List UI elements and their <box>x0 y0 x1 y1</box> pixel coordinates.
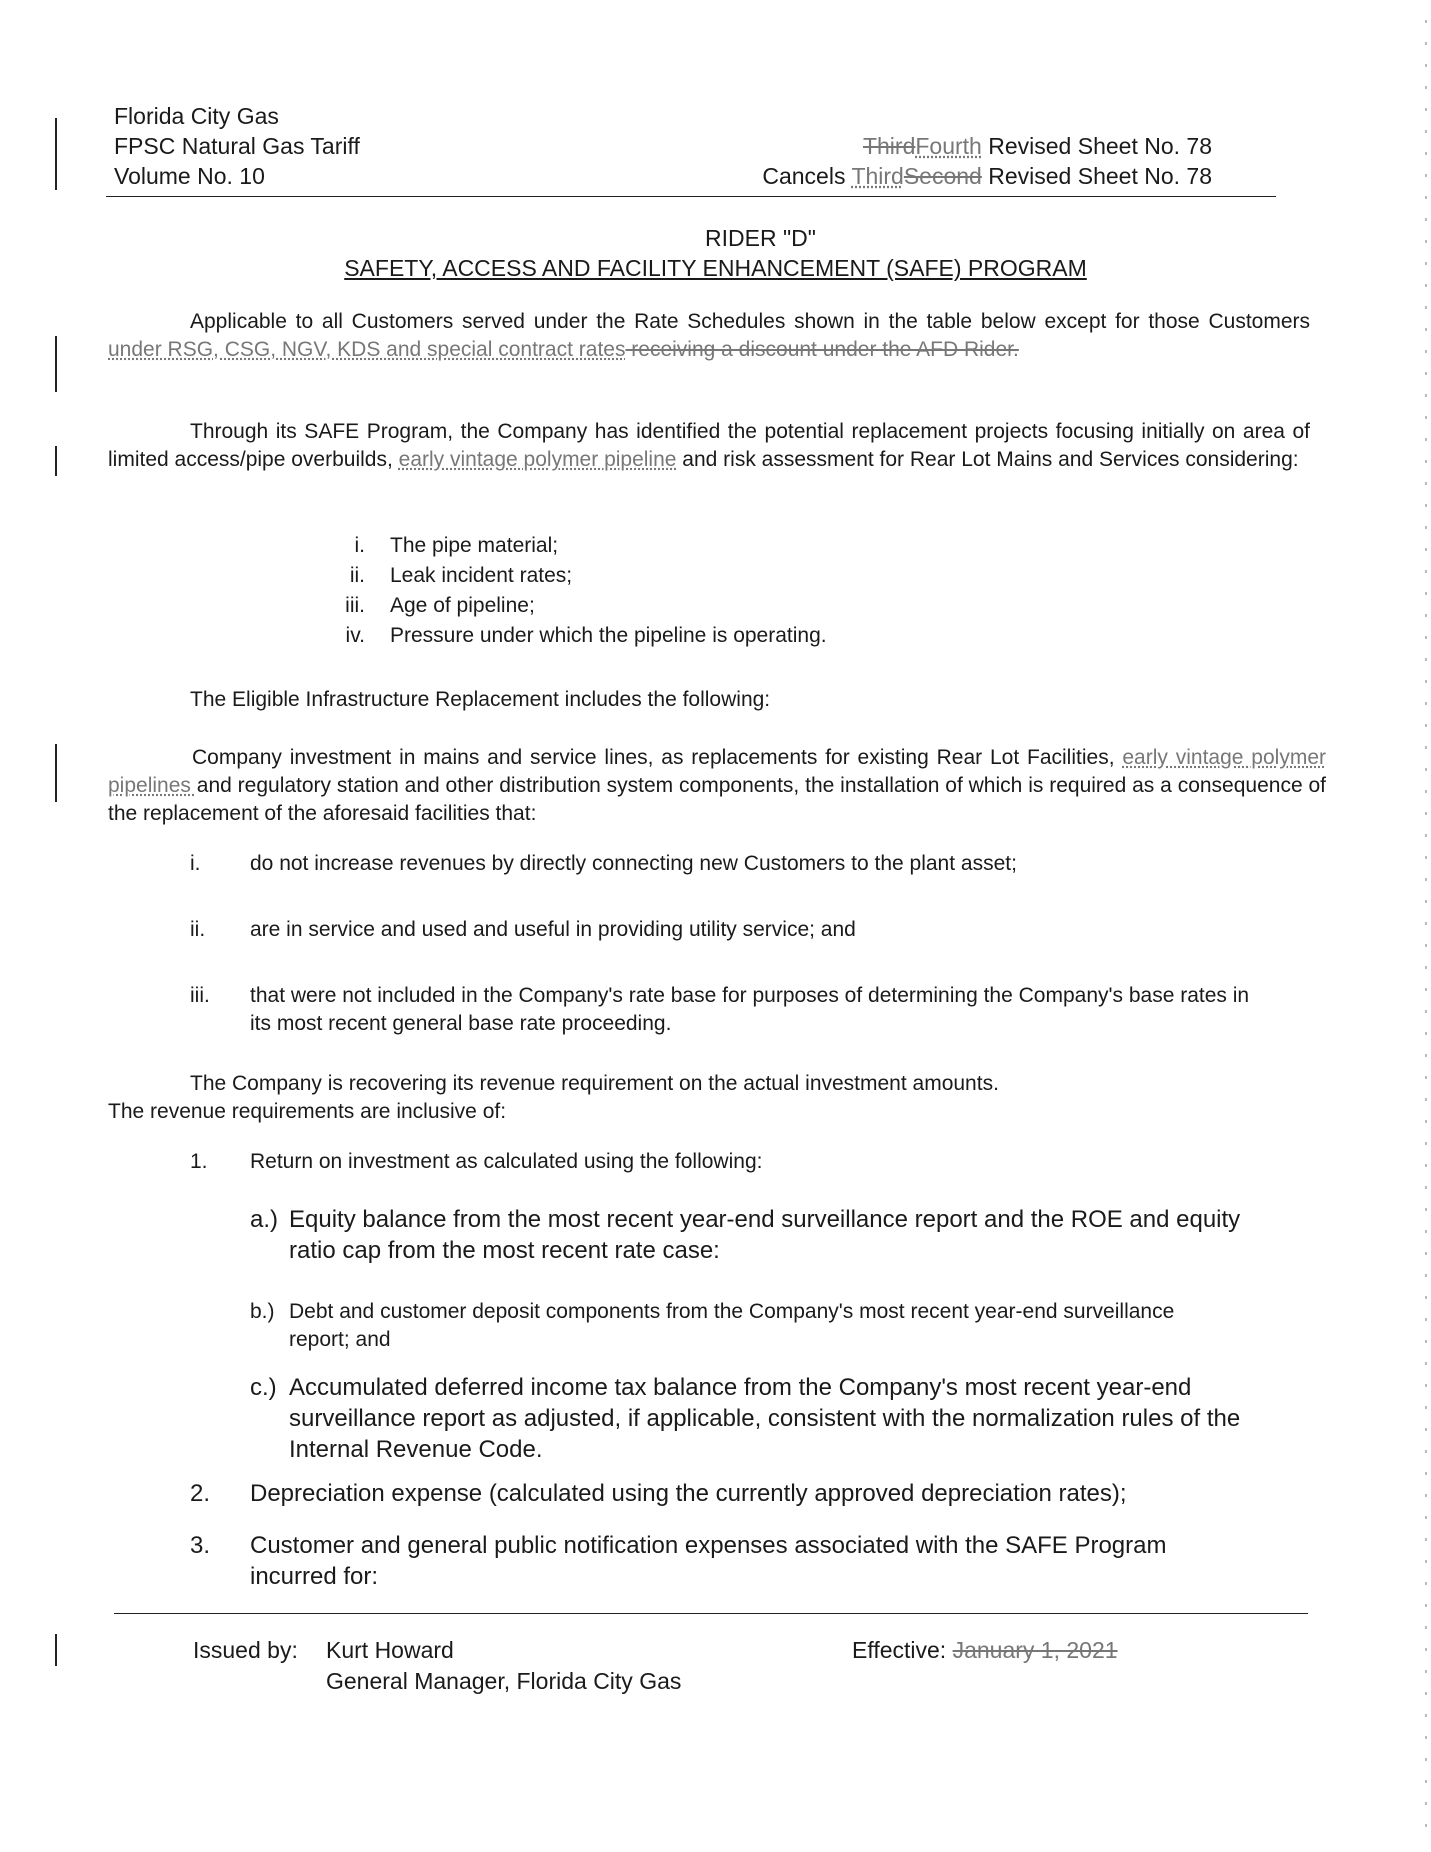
change-bar-header <box>55 118 57 190</box>
investment-paragraph <box>108 744 1326 828</box>
program-inserted: early vintage polymer pipeline <box>398 448 677 471</box>
investment-inserted: early vintage polymer pipelines <box>108 746 1326 797</box>
change-bar-paragraph-3 <box>55 744 57 802</box>
subitem-label: a.) <box>250 1206 279 1233</box>
item-text: Return on investment as calculated using the following: <box>250 1150 763 1173</box>
rider-title: RIDER "D" <box>705 225 816 251</box>
program-title: SAFETY, ACCESS AND FACILITY ENHANCEMENT (SAFE) PROGRAM <box>344 255 1087 281</box>
change-bar-paragraph-1 <box>55 336 57 392</box>
eligible-intro: The Eligible Infrastructure Replacement includes the following: <box>190 688 771 711</box>
cancels-sheet <box>762 162 1212 191</box>
investment-text: Company investment in mains and service lines, as replacements for existing Rear Lot Facilities, <box>192 746 1123 769</box>
item-number: 1. <box>190 1150 208 1173</box>
applicability-paragraph <box>108 308 1310 364</box>
factor-number: ii. <box>349 564 365 587</box>
factor-text: Leak incident rates; <box>390 564 573 587</box>
subitem-label: c.) <box>250 1374 277 1401</box>
factor-text: The pipe material; <box>390 534 559 557</box>
item-number: 2. <box>190 1480 211 1507</box>
footer-rule <box>114 1613 1308 1614</box>
cancels-deleted-text: Second <box>903 163 982 189</box>
sheet-deleted-text: Third <box>862 133 916 159</box>
applicability-deleted: receiving a discount under the AFD Rider. <box>625 338 1019 361</box>
company-name: Florida City Gas <box>114 103 279 129</box>
condition-text: are in service and used and useful in providing utility service; and <box>250 918 856 941</box>
condition-number: i. <box>190 852 201 875</box>
header-rule <box>106 196 1276 197</box>
effective-label: Effective: <box>852 1637 953 1663</box>
item-text: Depreciation expense (calculated using the currently approved depreciation rates); <box>250 1480 1127 1507</box>
issued-by-label: Issued by: <box>193 1637 298 1663</box>
change-bar-footer <box>55 1634 57 1666</box>
tariff-name: FPSC Natural Gas Tariff <box>114 133 360 159</box>
cancels-rest: Revised Sheet No. 78 <box>981 163 1212 189</box>
program-text: Through its SAFE Program, the Company has identified the potential replacement projects focusing initially on area of limited access/pipe overbuilds, <box>108 420 1310 471</box>
subitem-text: Debt and customer deposit components from the Company's most recent year-end surveillance report; and <box>289 1300 1175 1351</box>
factor-number: iii. <box>345 594 365 617</box>
applicability-inserted: under RSG, CSG, NGV, KDS and special contract rates <box>108 338 626 361</box>
cancels-prefix: Cancels <box>762 163 852 189</box>
applicability-text: Applicable to all Customers served under the Rate Schedules shown in the table below except for those Customers <box>190 310 1310 333</box>
program-text-end: and risk assessment for Rear Lot Mains and Services considering: <box>676 448 1299 471</box>
factor-text: Age of pipeline; <box>390 594 535 617</box>
scan-edge-artifact <box>1425 20 1427 1830</box>
subitem-text: Equity balance from the most recent year-end surveillance report and the ROE and equity ratio cap from the most recent rate case: <box>289 1206 1241 1264</box>
program-paragraph <box>108 418 1310 474</box>
factor-text: Pressure under which the pipeline is operating. <box>390 624 827 647</box>
subitem-text: Accumulated deferred income tax balance from the Company's most recent year-end surveillance report as adjusted, if applicable, consistent with the normalization rules of the Internal Revenue Code. <box>289 1374 1241 1463</box>
sheet-number <box>863 132 1212 161</box>
effective-deleted-date: January 1, 2021 <box>952 1637 1118 1663</box>
item-number: 3. <box>190 1532 211 1559</box>
change-bar-paragraph-2 <box>55 446 57 476</box>
factor-number: i. <box>354 534 365 557</box>
condition-text: do not increase revenues by directly connecting new Customers to the plant asset; <box>250 852 1017 875</box>
recovery-line-2: The revenue requirements are inclusive of: <box>108 1100 507 1123</box>
effective-date <box>852 1636 1118 1665</box>
condition-number: iii. <box>190 984 210 1007</box>
sheet-inserted-text: Fourth <box>915 133 982 159</box>
recovery-line-1: The Company is recovering its revenue requirement on the actual investment amounts. <box>190 1072 999 1095</box>
condition-text: that were not included in the Company's rate base for purposes of determining the Company's base rates in its most recent general base rate proceeding. <box>250 984 1250 1035</box>
issuer-name: Kurt Howard <box>326 1637 454 1663</box>
subitem-label: b.) <box>250 1300 275 1323</box>
factor-number: iv. <box>345 624 365 647</box>
volume-number: Volume No. 10 <box>114 163 265 189</box>
issuer-title: General Manager, Florida City Gas <box>326 1668 682 1694</box>
sheet-number-rest: Revised Sheet No. 78 <box>981 133 1212 159</box>
cancels-inserted-text: Third <box>851 163 904 189</box>
investment-text-end: and regulatory station and other distribution system components, the installation of which is required as a consequence of the replacement of the aforesaid facilities that: <box>108 774 1327 825</box>
item-text: Customer and general public notification expenses associated with the SAFE Program incurred for: <box>250 1532 1167 1590</box>
condition-number: ii. <box>190 918 206 941</box>
